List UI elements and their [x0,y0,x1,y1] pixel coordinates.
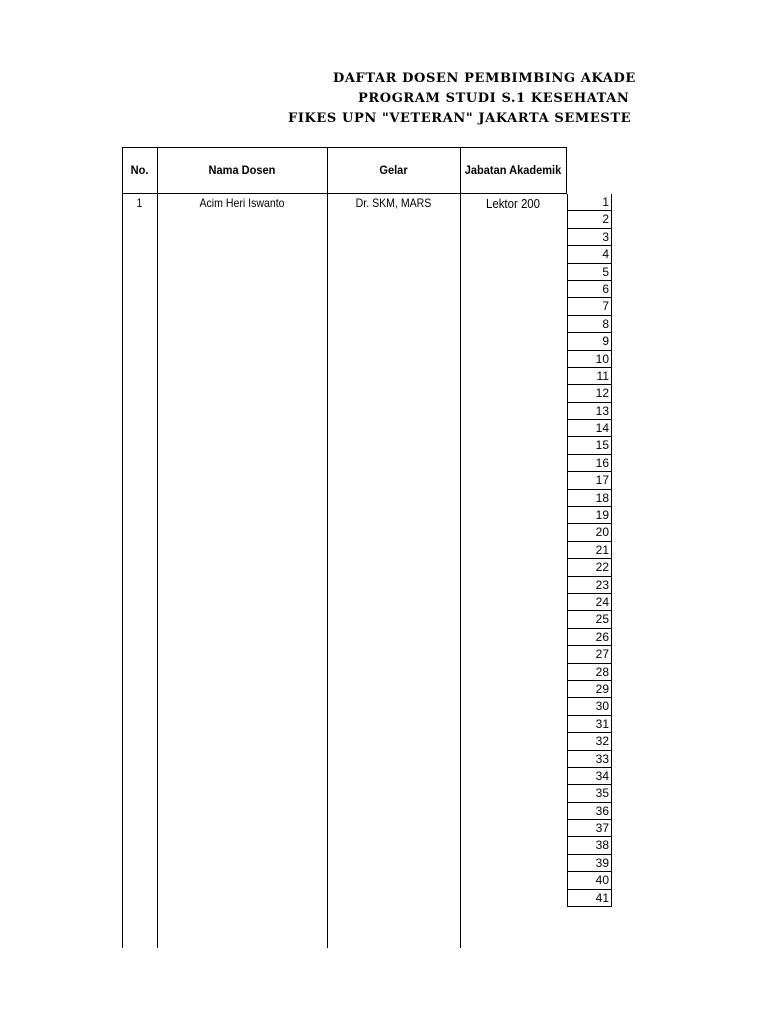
student-number-cell: 1 [568,194,611,211]
table-top-border [122,147,566,148]
column-divider [566,147,567,194]
document-title-line-1: DAFTAR DOSEN PEMBIMBING AKADE [333,71,636,86]
student-number-cell: 29 [568,681,611,698]
row-no: 1 [136,196,143,210]
student-number-cell: 39 [568,855,611,872]
column-divider [327,147,328,948]
student-number-cell: 32 [568,733,611,750]
student-number-cell: 36 [568,803,611,820]
student-number-cell: 27 [568,646,611,663]
student-number-cell: 31 [568,716,611,733]
student-number-cell: 30 [568,698,611,715]
student-number-cell: 7 [568,298,611,315]
student-number-cell: 5 [568,264,611,281]
column-divider [157,147,158,948]
student-number-cell: 12 [568,385,611,402]
student-number-cell: 19 [568,507,611,524]
student-number-cell: 10 [568,351,611,368]
header-jabatan-akademik: Jabatan Akademik [464,163,562,177]
student-number-cell: 22 [568,559,611,576]
student-number-cell: 2 [568,211,611,228]
student-number-cell: 25 [568,611,611,628]
table-left-border [122,147,123,948]
student-number-cell: 20 [568,524,611,541]
document-title-line-3: FIKES UPN "VETERAN" JAKARTA SEMESTE [288,111,632,126]
student-number-cell: 26 [568,629,611,646]
student-number-cell: 8 [568,316,611,333]
student-number-cell: 35 [568,785,611,802]
student-number-cell: 14 [568,420,611,437]
student-number-cell: 34 [568,768,611,785]
student-number-cell: 23 [568,577,611,594]
table-header-divider [122,193,566,194]
student-number-cell: 33 [568,751,611,768]
student-number-cell: 41 [568,890,611,907]
student-number-cell: 16 [568,455,611,472]
document-title-line-2: PROGRAM STUDI S.1 KESEHATAN [358,91,630,106]
header-gelar: Gelar [379,163,408,177]
header-no: No. [130,163,149,177]
student-number-cell: 17 [568,472,611,489]
student-number-cell: 3 [568,229,611,246]
student-number-cell: 24 [568,594,611,611]
student-number-cell: 4 [568,246,611,263]
student-number-cell: 6 [568,281,611,298]
student-number-cell: 40 [568,872,611,889]
row-nama-dosen: Acim Heri Iswanto [199,196,285,210]
student-number-cell: 28 [568,664,611,681]
student-number-cell: 21 [568,542,611,559]
student-number-cell: 38 [568,837,611,854]
student-number-column [567,194,612,907]
student-number-cell: 11 [568,368,611,385]
student-number-cell: 37 [568,820,611,837]
student-number-cell: 18 [568,490,611,507]
header-nama-dosen: Nama Dosen [208,163,276,177]
row-jabatan: Lektor 200 [485,196,541,211]
student-number-cell: 9 [568,333,611,350]
student-number-cell: 15 [568,437,611,454]
column-divider [460,147,461,948]
student-number-cell: 13 [568,403,611,420]
row-gelar: Dr. SKM, MARS [355,196,432,210]
